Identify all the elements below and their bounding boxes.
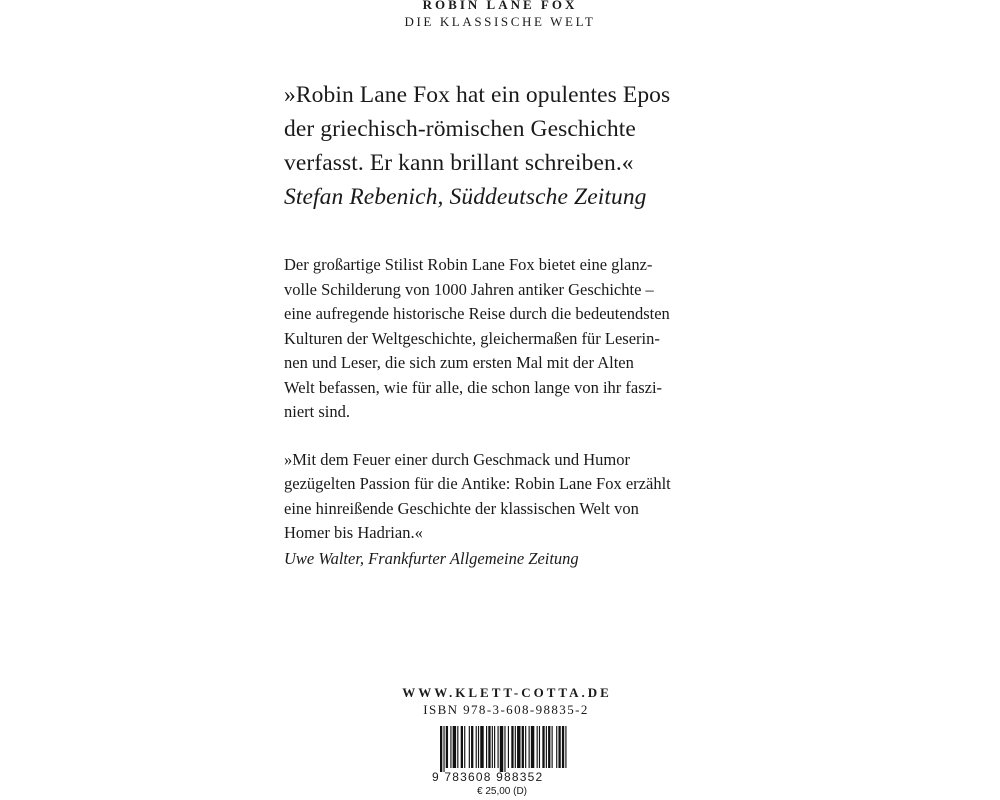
barcode-bar <box>531 726 534 768</box>
barcode-bar <box>486 726 487 768</box>
barcode-bar <box>453 726 456 768</box>
barcode-bar <box>457 726 458 768</box>
barcode-bar <box>517 726 520 768</box>
barcode-bar <box>539 726 540 768</box>
barcode-bar <box>492 726 493 768</box>
barcode-bar <box>446 726 448 768</box>
barcode-bar <box>488 726 490 768</box>
barcode-bar <box>476 726 477 768</box>
isbn-number: ISBN 978-3-608-98835-2 <box>423 702 589 717</box>
barcode-bar <box>464 726 465 768</box>
barcode-bar <box>494 726 495 768</box>
barcode-bar <box>558 726 560 768</box>
barcode-bar <box>450 726 451 768</box>
barcode-bar <box>565 726 566 768</box>
publisher-website: WWW.KLETT-COTTA.DE <box>402 685 612 700</box>
barcode-digits: 9 783608 988352 <box>432 770 544 784</box>
barcode-bar <box>443 726 444 772</box>
lead-quote-source: Stefan Rebenich, Süddeutsche Zeitung <box>284 184 647 210</box>
back-cover-text <box>284 78 724 571</box>
barcode-bar <box>469 726 470 768</box>
barcode-bar <box>504 726 505 772</box>
barcode-bar <box>552 726 553 768</box>
barcode-bar <box>548 726 550 768</box>
barcode-bar <box>529 726 530 768</box>
series-title: DIE KLASSISCHE WELT <box>404 14 596 29</box>
barcode-bars <box>432 726 572 772</box>
barcode-bar <box>537 726 538 768</box>
barcode-bar <box>562 726 564 768</box>
barcode-bar <box>525 726 526 768</box>
price-label: € 25,00 (D) <box>476 786 528 797</box>
barcode <box>432 726 572 800</box>
barcode-bar <box>511 726 513 768</box>
header <box>0 0 1000 30</box>
barcode-bar <box>480 726 483 768</box>
barcode-bar <box>556 726 557 768</box>
second-quote: »Mit dem Feuer einer durch Geschmack und Humor gezügelten Passion für die Antike: Robin Lane Fox erzählt eine hinreißende Geschichte der klassischen Welt von Homer bis Hadrian.« <box>284 449 671 542</box>
barcode-bar <box>522 726 524 768</box>
barcode-bar <box>542 726 544 768</box>
blurb-paragraph: Der großartige Stilist Robin Lane Fox bietet eine glanz- volle Schilderung von 1000 Jahren antiker Geschichte – eine aufregende historische Reise durch die bedeutendsten Kulturen der Weltgeschichte, gleichermaßen für Leserin- nen und Leser, die sich zum ersten Mal mit der Alten Welt befassen, wie für alle, die schon lange von ihr faszi- niert sind. <box>284 255 670 421</box>
footer <box>0 684 1000 718</box>
barcode-bar <box>515 726 516 768</box>
second-quote-source: Uwe Walter, Frankfurter Allgemeine Zeitung <box>284 548 579 568</box>
barcode-bar <box>461 726 463 768</box>
barcode-bar <box>478 726 479 768</box>
barcode-bar <box>500 726 503 772</box>
lead-quote: »Robin Lane Fox hat ein opulentes Epos der griechisch-römischen Geschichte verfasst. Er kann brillant schreiben.« <box>284 82 671 176</box>
barcode-bar <box>508 726 509 768</box>
barcode-bar <box>471 726 473 768</box>
barcode-bar <box>498 726 499 768</box>
barcode-bar <box>546 726 547 768</box>
author-name: ROBIN LANE FOX <box>422 0 578 12</box>
barcode-bar <box>440 726 442 772</box>
